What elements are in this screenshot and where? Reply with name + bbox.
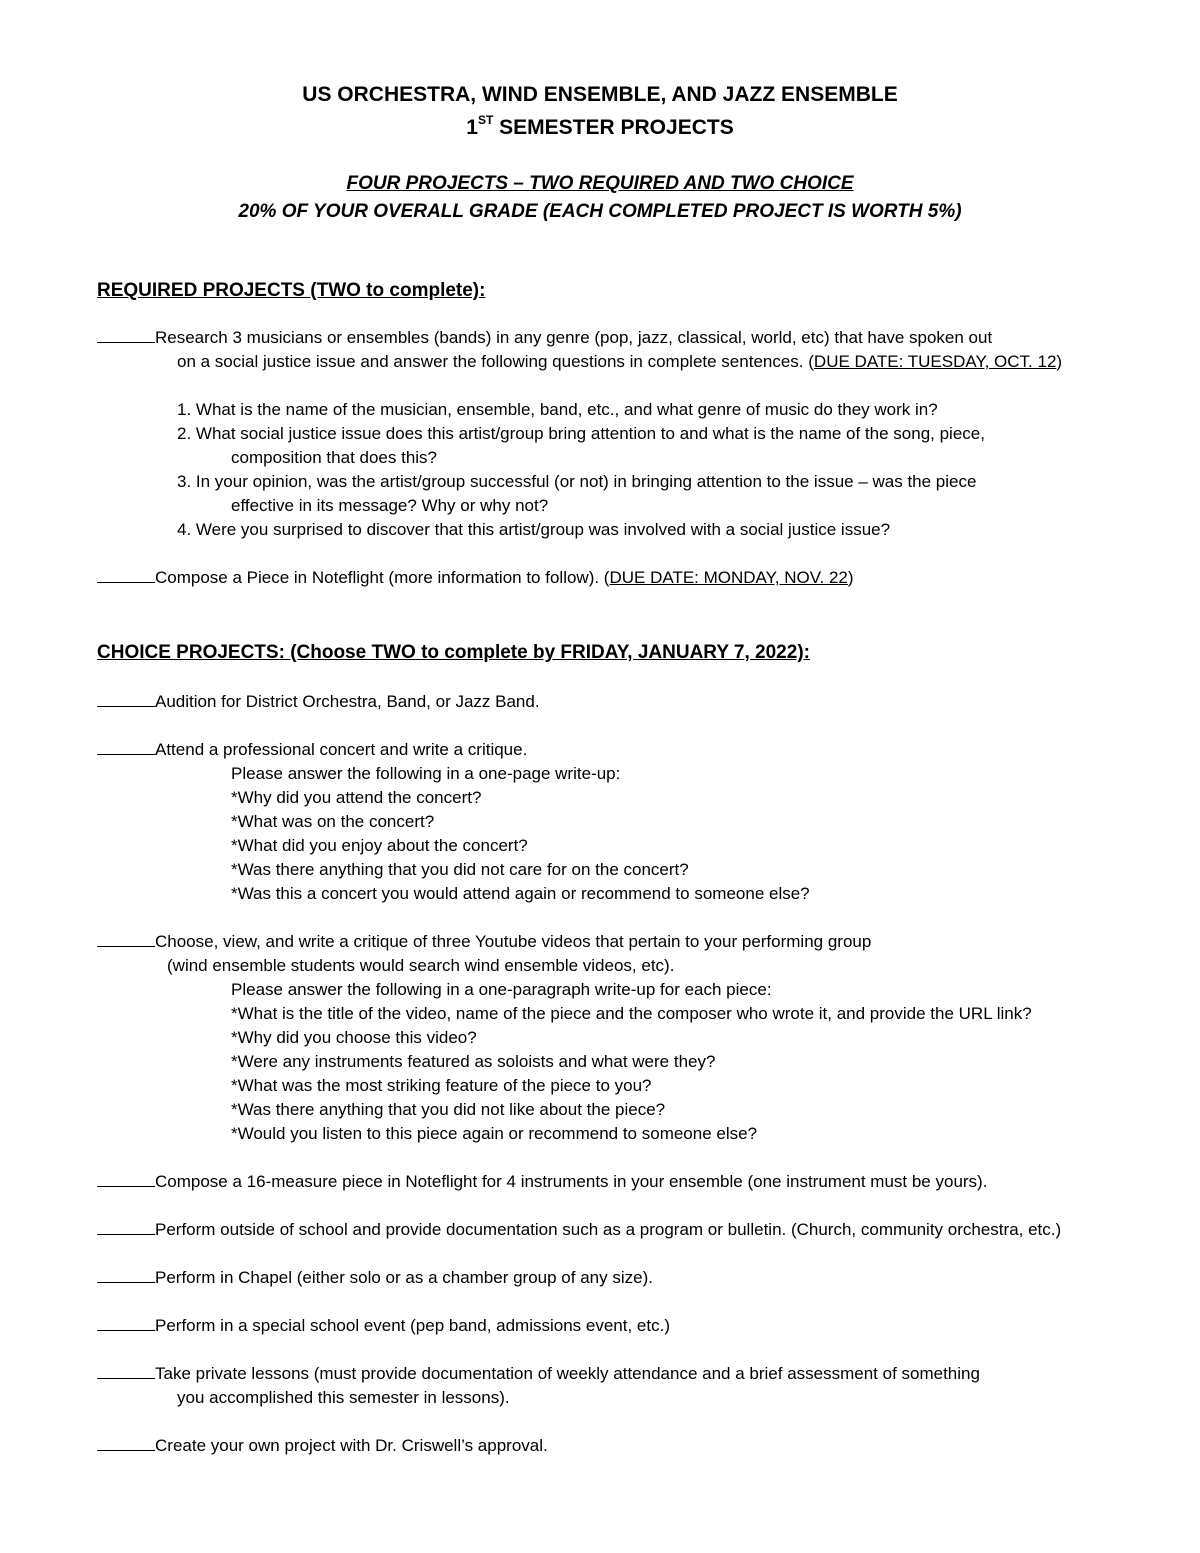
youtube-question: *Was there anything that you did not like about the piece? bbox=[231, 1100, 666, 1119]
choice-heading: CHOICE PROJECTS: (Choose TWO to complete by FRIDAY, JANUARY 7, 2022): bbox=[97, 642, 810, 663]
checkbox-blank[interactable] bbox=[97, 1185, 155, 1187]
checkbox-blank[interactable] bbox=[97, 581, 155, 583]
youtube-project: Choose, view, and write a critique of three Youtube videos that pertain to your performing group bbox=[97, 931, 871, 953]
concert-project: Attend a professional concert and write a critique. bbox=[97, 739, 527, 761]
subtitle-line2: 20% OF YOUR OVERALL GRADE (EACH COMPLETED PROJECT IS WORTH 5%) bbox=[238, 201, 962, 222]
research-project-line2: on a social justice issue and answer the following questions in complete sentences. (DUE DATE: TUESDAY, OCT. 12) bbox=[177, 352, 1063, 371]
concert-question: *Why did you attend the concert? bbox=[231, 788, 482, 807]
question-item: 2. What social justice issue does this artist/group bring attention to and what is the name of the song, piece, bbox=[177, 424, 985, 443]
perform-chapel-project: Perform in Chapel (either solo or as a chamber group of any size). bbox=[97, 1267, 653, 1289]
question-item: 3. In your opinion, was the artist/group successful (or not) in bringing attention to the issue – was the piece bbox=[177, 472, 977, 491]
checkbox-blank[interactable] bbox=[97, 1329, 155, 1331]
checkbox-blank[interactable] bbox=[97, 1233, 155, 1235]
checkbox-blank[interactable] bbox=[97, 753, 155, 755]
concert-question: *What was on the concert? bbox=[231, 812, 435, 831]
checkbox-blank[interactable] bbox=[97, 1281, 155, 1283]
required-heading: REQUIRED PROJECTS (TWO to complete): bbox=[97, 280, 486, 301]
audition-project: Audition for District Orchestra, Band, or Jazz Band. bbox=[97, 691, 540, 713]
question-item: 4. Were you surprised to discover that this artist/group was involved with a social justice issue? bbox=[177, 520, 891, 539]
perform-outside-project: Perform outside of school and provide documentation such as a program or bulletin. (Church, community orchestra, etc.) bbox=[97, 1219, 1061, 1241]
private-lessons-project: Take private lessons (must provide documentation of weekly attendance and a brief assessment of something bbox=[97, 1363, 980, 1385]
document-title-line2 bbox=[0, 115, 1200, 141]
title-rest: SEMESTER PROJECTS bbox=[493, 116, 734, 139]
checkbox-blank[interactable] bbox=[97, 1449, 155, 1451]
question-item-continued: composition that does this? bbox=[231, 448, 438, 467]
title-number: 1 bbox=[466, 116, 478, 139]
checkbox-blank[interactable] bbox=[97, 945, 155, 947]
compose-piece-project: Compose a Piece in Noteflight (more information to follow). (DUE DATE: MONDAY, NOV. 22) bbox=[97, 567, 854, 589]
due-date: DUE DATE: MONDAY, NOV. 22 bbox=[609, 568, 848, 587]
youtube-question: *Why did you choose this video? bbox=[231, 1028, 477, 1047]
perform-event-project: Perform in a special school event (pep band, admissions event, etc.) bbox=[97, 1315, 670, 1337]
checkbox-blank[interactable] bbox=[97, 1377, 155, 1379]
document-title: US ORCHESTRA, WIND ENSEMBLE, AND JAZZ ENSEMBLE bbox=[302, 83, 898, 106]
concert-question: *What did you enjoy about the concert? bbox=[231, 836, 528, 855]
checkbox-blank[interactable] bbox=[97, 341, 155, 343]
concert-instruction: Please answer the following in a one-page write-up: bbox=[231, 764, 621, 783]
own-project: Create your own project with Dr. Criswell’s approval. bbox=[97, 1435, 548, 1457]
youtube-question: *Were any instruments featured as soloists and what were they? bbox=[231, 1052, 716, 1071]
research-project-line1: Research 3 musicians or ensembles (bands) in any genre (pop, jazz, classical, world, etc) that have spoken out bbox=[97, 327, 992, 349]
youtube-question: *What is the title of the video, name of the piece and the composer who wrote it, and provide the URL link? bbox=[231, 1004, 1032, 1023]
title-superscript: ST bbox=[477, 113, 494, 127]
due-date: DUE DATE: TUESDAY, OCT. 12 bbox=[813, 352, 1057, 371]
concert-question: *Was this a concert you would attend again or recommend to someone else? bbox=[231, 884, 810, 903]
youtube-project-line2: (wind ensemble students would search wind ensemble videos, etc). bbox=[167, 956, 675, 975]
youtube-question: *Would you listen to this piece again or recommend to someone else? bbox=[231, 1124, 758, 1143]
subtitle-line1: FOUR PROJECTS – TWO REQUIRED AND TWO CHOICE bbox=[346, 173, 854, 194]
question-item: 1. What is the name of the musician, ensemble, band, etc., and what genre of music do they work in? bbox=[177, 400, 938, 419]
youtube-question: *What was the most striking feature of the piece to you? bbox=[231, 1076, 652, 1095]
concert-question: *Was there anything that you did not care for on the concert? bbox=[231, 860, 689, 879]
question-item-continued: effective in its message? Why or why not? bbox=[231, 496, 549, 515]
private-lessons-project-line2: you accomplished this semester in lessons). bbox=[177, 1388, 510, 1407]
checkbox-blank[interactable] bbox=[97, 705, 155, 707]
compose-16-measure-project: Compose a 16-measure piece in Noteflight for 4 instruments in your ensemble (one instrument must be yours). bbox=[97, 1171, 987, 1193]
youtube-instruction: Please answer the following in a one-paragraph write-up for each piece: bbox=[231, 980, 772, 999]
